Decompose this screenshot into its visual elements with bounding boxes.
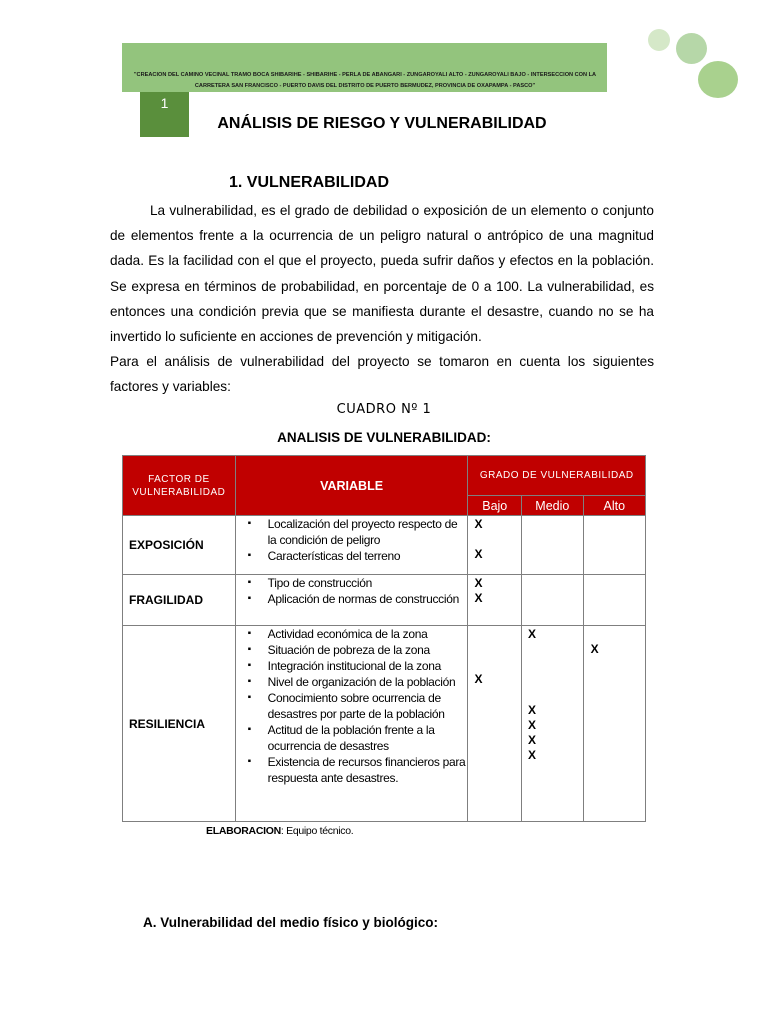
variable-item: ▪ Actividad económica de la zona bbox=[248, 626, 468, 642]
cuadro-label: CUADRO Nº 1 bbox=[336, 402, 432, 417]
variable-item: ▪ Existencia de recursos financieros para respuesta ante desastres. bbox=[248, 754, 468, 786]
header-grado: GRADO DE VULNERABILIDAD bbox=[468, 456, 646, 496]
elaboracion-note: ELABORACION: Equipo técnico. bbox=[206, 825, 354, 837]
alto-cell bbox=[583, 575, 645, 626]
factor-cell: FRAGILIDAD bbox=[123, 575, 236, 626]
subsection-title: A. Vulnerabilidad del medio físico y biológico: bbox=[143, 915, 439, 930]
header-variable: VARIABLE bbox=[235, 456, 468, 516]
medio-cell bbox=[522, 626, 584, 822]
project-title-header: "CREACION DEL CAMINO VECINAL TRAMO BOCA SHIBARIHE - SHIBARIHE - PERLA DE ABANGARI - ZUNGAROYALI ALTO - ZUNGAROYALI BAJO - INTERSECCION CON LA CARRETERA SAN FRANCISCO - PUERTO DAVIS DEL DISTRITO DE PUERTO BERMUDEZ, PROVINCIA DE OXAPAMPA - PASCO" bbox=[133, 72, 597, 89]
variable-item: ▪ Características del terreno bbox=[248, 548, 468, 564]
table-row bbox=[123, 575, 646, 626]
mark-x: X bbox=[590, 642, 599, 656]
medio-cell bbox=[522, 575, 584, 626]
bajo-cell bbox=[468, 626, 522, 822]
variable-item: ▪ Aplicación de normas de construcción bbox=[248, 591, 468, 607]
decorative-circle-medium bbox=[676, 33, 707, 64]
variable-item: ▪ Localización del proyecto respecto de la condición de peligro bbox=[248, 516, 468, 548]
header-alto: Alto bbox=[583, 496, 645, 516]
variable-item: ▪ Tipo de construcción bbox=[248, 575, 468, 591]
variable-item: ▪ Nivel de organización de la población bbox=[248, 674, 468, 690]
mark-x: X bbox=[528, 733, 537, 747]
mark-x: X bbox=[474, 547, 483, 561]
bajo-cell bbox=[468, 516, 522, 575]
header-medio: Medio bbox=[522, 496, 584, 516]
factor-cell: EXPOSICIÓN bbox=[123, 516, 236, 575]
bajo-cell bbox=[468, 575, 522, 626]
mark-x: X bbox=[474, 591, 483, 605]
variable-item: ▪ Conocimiento sobre ocurrencia de desastres por parte de la población bbox=[248, 690, 468, 722]
section-title: 1. VULNERABILIDAD bbox=[229, 174, 390, 191]
body-text bbox=[110, 198, 654, 400]
table-title: ANALISIS DE VULNERABILIDAD: bbox=[277, 430, 491, 445]
variables-cell bbox=[235, 516, 468, 575]
header-factor: FACTOR DE VULNERABILIDAD bbox=[123, 456, 236, 516]
mark-x: X bbox=[528, 703, 537, 717]
variables-cell bbox=[235, 575, 468, 626]
mark-x: X bbox=[528, 718, 537, 732]
factor-cell: RESILIENCIA bbox=[123, 626, 236, 822]
page-title: ANÁLISIS DE RIESGO Y VULNERABILIDAD bbox=[217, 115, 547, 132]
medio-cell bbox=[522, 516, 584, 575]
paragraph-definition: La vulnerabilidad, es el grado de debilidad o exposición de un elemento o conjunto de elementos frente a la ocurrencia de un peligro natural o antrópico de una magnitud dada. Es la facilidad con el que el proyecto, pueda sufrir daños y efectos en la población. Se expresa en términos de probabilidad, en porcentaje de 0 a 100. La vulnerabilidad, es entonces una condición previa que se manifiesta durante el desastre, cuando no se ha invertido lo suficiente en acciones de prevención y mitigación. bbox=[110, 203, 654, 345]
decorative-circle-small bbox=[648, 29, 670, 51]
page-number-badge: 1 bbox=[140, 92, 189, 137]
variables-cell bbox=[235, 626, 468, 822]
decorative-circle-large bbox=[698, 61, 738, 98]
variable-item: ▪ Actitud de la población frente a la ocurrencia de desastres bbox=[248, 722, 468, 754]
variable-item: ▪ Integración institucional de la zona bbox=[248, 658, 468, 674]
alto-cell bbox=[583, 516, 645, 575]
header-bajo: Bajo bbox=[468, 496, 522, 516]
paragraph-intro-factors: Para el análisis de vulnerabilidad del proyecto se tomaron en cuenta los siguientes factores y variables: bbox=[110, 354, 654, 395]
table-row bbox=[123, 516, 646, 575]
mark-x: X bbox=[528, 748, 537, 762]
vulnerability-table bbox=[122, 455, 646, 822]
mark-x: X bbox=[474, 576, 483, 590]
mark-x: X bbox=[474, 517, 483, 531]
table-row bbox=[123, 626, 646, 822]
alto-cell bbox=[583, 626, 645, 822]
mark-x: X bbox=[474, 672, 483, 686]
variable-item: ▪ Situación de pobreza de la zona bbox=[248, 642, 468, 658]
mark-x: X bbox=[528, 627, 537, 641]
